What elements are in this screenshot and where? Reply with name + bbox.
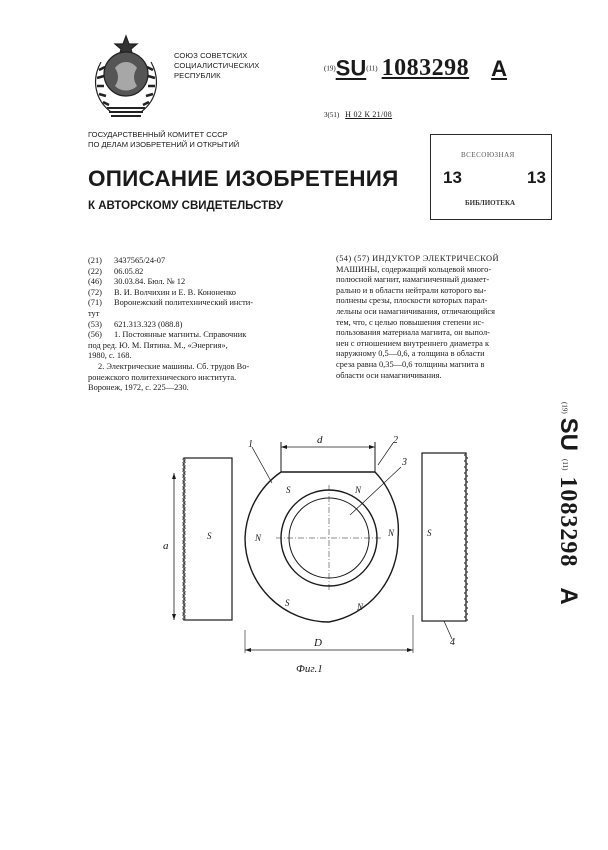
document-subtitle: К АВТОРСКОМУ СВИДЕТЕЛЬСТВУ: [88, 200, 284, 212]
label-D: D: [314, 637, 322, 649]
committee-name: ГОСУДАРСТВЕННЫЙ КОМИТЕТ СССР ПО ДЕЛАМ ИЗОБРЕТЕНИЙ И ОТКРЫТИЙ: [88, 130, 240, 149]
pole-n-left: N: [255, 533, 262, 543]
figure-drawing: [160, 425, 480, 665]
document-title: ОПИСАНИЕ ИЗОБРЕТЕНИЯ: [88, 166, 399, 191]
stamp-number-left: 13: [443, 168, 462, 187]
label-d: d: [317, 434, 323, 446]
label-3: 3: [402, 457, 407, 468]
pole-n-top: N: [355, 485, 362, 495]
kind-code: A: [491, 55, 508, 81]
label-a: a: [163, 540, 169, 552]
pole-n-bottom: N: [357, 602, 364, 612]
pole-s-right: S: [427, 528, 432, 538]
ipc-classification: 3(51) Н 02 К 21/08: [324, 110, 393, 120]
pole-s-bottom: S: [285, 598, 290, 608]
country-name: СОЮЗ СОВЕТСКИХ СОЦИАЛИСТИЧЕСКИХ РЕСПУБЛИК: [174, 51, 260, 80]
bibliographic-data: (21) 3437565/24-07 (22) 06.05.82 (46) 30.03.84. Бюл. № 12 (72) В. И. Волчихин и Е. В. Кононенко (71) Воронежский политехнический инсти- тут (53) 621.313.323 (088.8) (56) 1. Постоянные магниты. Справочник под ред. Ю. М. Пятина. М., «Энергия», 1980, с. 168. 2. Электрические машины. Сб. трудов Во- ронежского политехнического института. Воронеж, 1972, с. 225—230.: [88, 256, 254, 393]
tag-19: (19): [324, 64, 336, 73]
country-code: SU: [335, 55, 367, 81]
abstract: (54) (57) ИНДУКТОР ЭЛЕКТРИЧЕСКОЙ МАШИНЫ, содержащий кольцевой много- полюсной магнит, намагниченный диамет- рально и в области нейтрали которого вы- полнены срезы, плоскости которых парал- лельны оси намагничивания, отличающийся тем, что, с целью повышения степени ис- пользования материала магнита, он выпол- нен с отношением внутреннего диаметра к наружному 0,5—0,6, а толщина в области среза равна 0,35—0,6 толщины магнита в области оси намагничивания.: [336, 254, 499, 380]
pole-s-left: S: [207, 531, 212, 541]
label-2: 2: [393, 435, 398, 446]
tag-11: (11): [366, 64, 378, 73]
label-1: 1: [248, 439, 253, 450]
ussr-emblem-icon: [85, 32, 167, 118]
pole-n-right: N: [388, 528, 395, 538]
library-stamp: [430, 134, 552, 220]
patent-number-block: [324, 55, 507, 82]
stamp-top-text: ВСЕСОЮЗНАЯ: [461, 151, 515, 159]
stamp-bottom-text: БИБЛИОТЕКА: [465, 199, 516, 207]
patent-number: 1083298: [381, 55, 470, 81]
label-4: 4: [450, 637, 455, 648]
vertical-patent-number: (19)SU(11)1083298A: [555, 402, 582, 605]
stamp-number-right: 13: [527, 168, 546, 187]
figure-caption: Фиг.1: [296, 663, 323, 675]
pole-s-top: S: [286, 485, 291, 495]
